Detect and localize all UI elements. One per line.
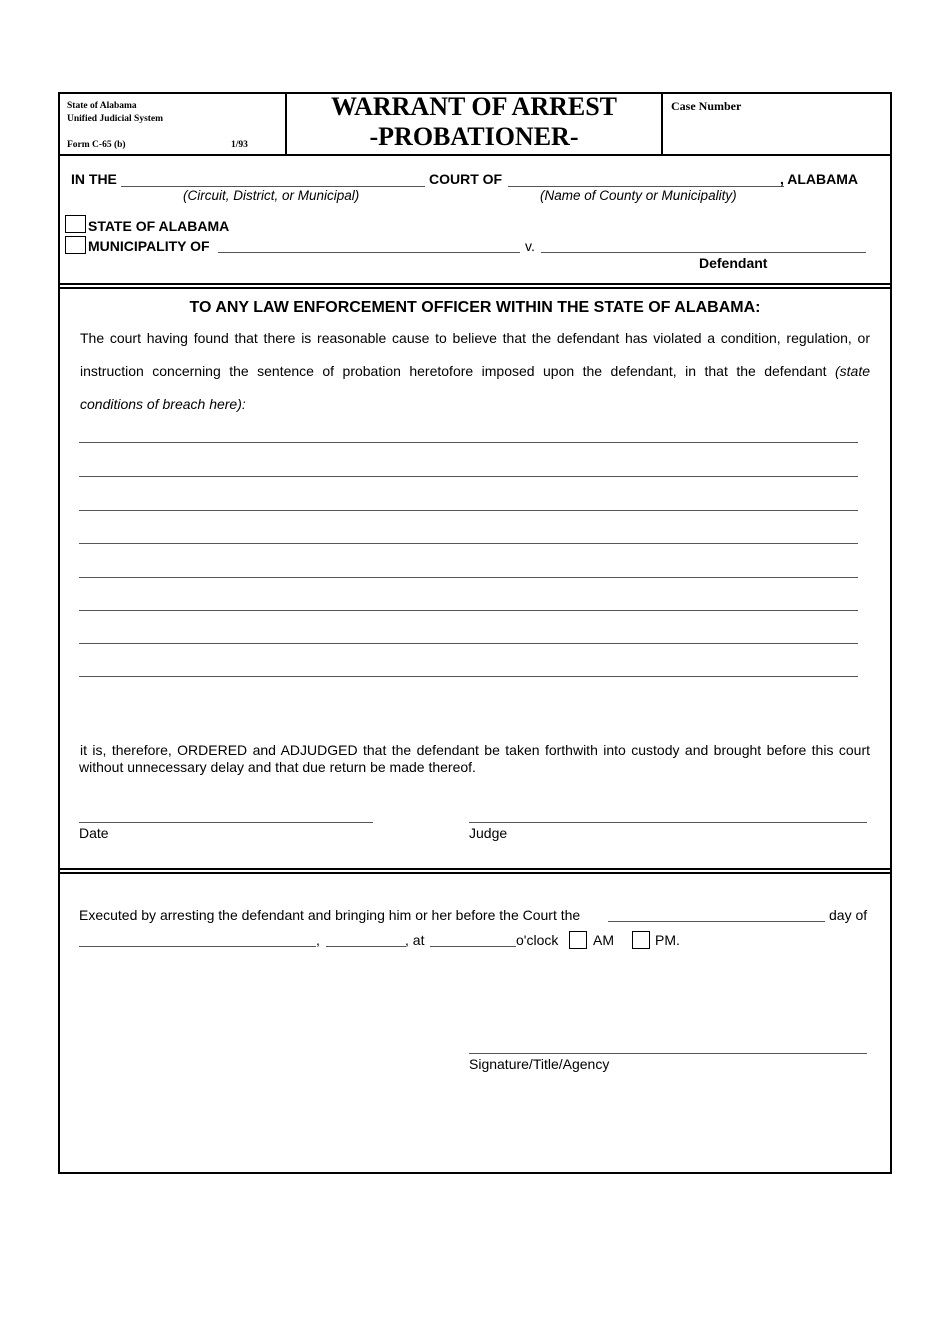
municipality-checkbox[interactable] xyxy=(65,236,86,254)
breach-line-8[interactable] xyxy=(79,676,858,677)
execution-time-field[interactable] xyxy=(430,946,516,947)
ordered-line1: it is, therefore, ORDERED and ADJUDGED that the defendant be taken forthwith into custody and brought before this court xyxy=(80,742,870,758)
judge-signature-field[interactable] xyxy=(469,822,867,823)
case-number-label: Case Number xyxy=(671,99,742,113)
form-number: Form C-65 (b) xyxy=(67,140,126,150)
county-field[interactable] xyxy=(508,186,784,187)
breach-line-5[interactable] xyxy=(79,577,858,578)
defendant-field[interactable] xyxy=(541,252,866,253)
header-divider-right xyxy=(661,92,663,155)
state-name: State of Alabama xyxy=(67,101,137,111)
municipality-label: MUNICIPALITY OF xyxy=(88,238,210,254)
section-rule-bottom-a xyxy=(58,868,892,870)
court-type-caption: (Circuit, District, or Municipal) xyxy=(183,188,360,203)
order-paragraph-line2-italic: (state xyxy=(834,363,870,379)
header-bottom-rule xyxy=(58,154,892,156)
execution-year-field[interactable] xyxy=(326,946,406,947)
state-of-alabama-label: STATE OF ALABAMA xyxy=(88,218,230,234)
in-the-label: IN THE xyxy=(71,171,117,187)
am-label: AM xyxy=(593,932,614,948)
form-date: 1/93 xyxy=(231,140,248,150)
breach-line-4[interactable] xyxy=(79,543,858,544)
versus-label: v. xyxy=(525,238,535,254)
order-paragraph-line3: conditions of breach here): xyxy=(80,396,246,412)
breach-line-1[interactable] xyxy=(79,442,858,443)
form-title: WARRANT OF ARREST xyxy=(330,92,618,121)
at-label: , at xyxy=(405,932,425,948)
section-rule-bottom-b xyxy=(58,872,892,874)
court-of-label: COURT OF xyxy=(429,171,503,187)
state-of-alabama-checkbox[interactable] xyxy=(65,215,86,233)
breach-line-3[interactable] xyxy=(79,510,858,511)
case-number-field[interactable] xyxy=(664,118,888,152)
court-type-field[interactable] xyxy=(121,186,425,187)
county-caption: (Name of County or Municipality) xyxy=(540,188,737,203)
oclock-label: o'clock xyxy=(516,932,559,948)
pm-label: PM. xyxy=(655,932,680,948)
execution-day-field[interactable] xyxy=(608,921,825,922)
am-checkbox[interactable] xyxy=(569,931,587,949)
order-paragraph-line1: The court having found that there is reasonable cause to believe that the defendant has violated a condition, regulation, or xyxy=(80,330,870,346)
execution-text: Executed by arresting the defendant and bringing him or her before the Court the xyxy=(79,907,581,923)
defendant-label: Defendant xyxy=(699,255,768,271)
alabama-label: , ALABAMA xyxy=(780,171,859,187)
order-heading: TO ANY LAW ENFORCEMENT OFFICER WITHIN THE STATE OF ALABAMA: xyxy=(189,299,761,316)
section-rule-top-a xyxy=(58,283,892,285)
date-field[interactable] xyxy=(79,822,373,823)
pm-checkbox[interactable] xyxy=(632,931,650,949)
breach-line-7[interactable] xyxy=(79,643,858,644)
order-paragraph-line2-text: instruction concerning the sentence of probation heretofore imposed upon the defendant, in that the defendant xyxy=(80,363,827,379)
day-of-label: day of xyxy=(829,907,868,923)
officer-signature-field[interactable] xyxy=(469,1053,867,1054)
breach-line-6[interactable] xyxy=(79,610,858,611)
breach-line-2[interactable] xyxy=(79,476,858,477)
month-comma: , xyxy=(316,932,320,948)
judge-label: Judge xyxy=(469,825,508,841)
date-label: Date xyxy=(79,825,109,841)
judicial-system: Unified Judicial System xyxy=(67,114,164,124)
municipality-field[interactable] xyxy=(218,252,520,253)
signature-label: Signature/Title/Agency xyxy=(469,1056,610,1072)
ordered-line2: without unnecessary delay and that due return be made thereof. xyxy=(79,759,476,775)
execution-month-field[interactable] xyxy=(79,946,316,947)
form-subtitle: -PROBATIONER- xyxy=(369,122,579,151)
order-paragraph-line2 xyxy=(80,363,870,379)
section-rule-top-b xyxy=(58,287,892,289)
